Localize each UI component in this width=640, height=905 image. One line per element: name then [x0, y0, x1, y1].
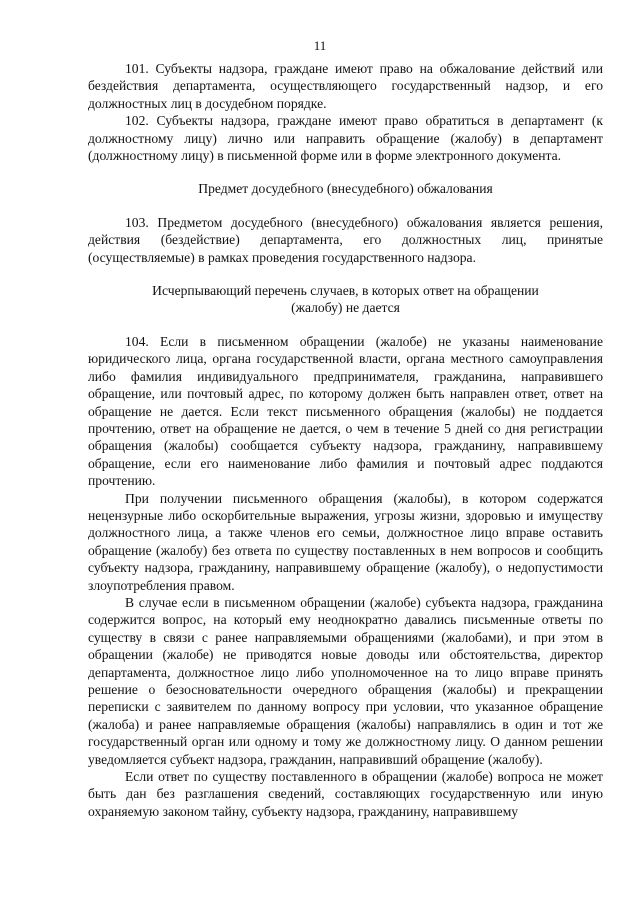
paragraph-repeated-appeal: В случае если в письменном обращении (жалобе) субъекта надзора, гражданина содержится вопрос, на который ему неоднократно давались письменные ответы по существу в связи с ранее направляемыми обращениями (жалобами), и при этом в обращении (жалобе) не приводятся новые доводы или обстоятельства, директор департамента, должностное лицо либо уполномоченное на то лицо вправе принять решение о безосновательности очередного обращения (жалобы) и прекращении переписки с заявителем по данному вопросу при условии, что указанное обращение (жалоба) и ранее направляемые обращения (жалобы) направлялись в один и тот же государственный орган или одному и тому же должностному лицу. О данном решении уведомляется субъект надзора, гражданин, направивший обращение (жалобу). [88, 594, 603, 767]
paragraph-102: 102. Субъекты надзора, граждане имеют право обратиться в департамент (к должностному лицу) лично или направить обращение (жалобу) в департамент (должностному лицу) в письменной форме или в форме электронного документа. [88, 113, 603, 164]
section-heading-line-2: (жалобу) не дается [291, 300, 400, 316]
paragraph-104: 104. Если в письменном обращении (жалобе) не указаны наименование юридического лица, органа государственной власти, органа местного самоуправления либо фамилия индивидуального предпринимателя, гражданина, направившего обращение, или почтовый адрес, по которому должен быть направлен ответ, ответ на обращение не дается. Если текст письменного обращения (жалобы) не поддается прочтению, ответ на обращение не дается, о чем в течение 5 дней со дня регистрации обращения (жалобы) сообщается субъекту надзора, гражданину, направившему обращение, если его наименование либо фамилия и почтовый адрес поддаются прочтению. [88, 333, 603, 489]
section-heading-appeal-subject: Предмет досудебного (внесудебного) обжалования [198, 181, 493, 197]
document-body [88, 60, 603, 820]
section-heading-no-answer-cases [88, 282, 603, 317]
page-number: 11 [313, 38, 327, 53]
paragraph-101: 101. Субъекты надзора, граждане имеют право на обжалование действий или бездействия департамента, осуществляющего государственный надзор, и его должностных лиц в досудебном порядке. [88, 61, 603, 111]
paragraph-state-secret: Если ответ по существу поставленного в обращении (жалобе) вопроса не может быть дан без разглашения сведений, составляющих государственную или иную охраняемую законом тайну, субъекту надзора, гражданину, направившему [88, 769, 603, 819]
paragraph-obscene-content: При получении письменного обращения (жалобы), в котором содержатся нецензурные либо оскорбительные выражения, угрозы жизни, здоровью и имуществу должностного лица, а также членов его семьи, должностное лицо вправе оставить обращение (жалобу) без ответа по существу поставленных в нем вопросов и сообщить субъекту надзора, гражданину, направившему обращение (жалобу), о недопустимости злоупотребления правом. [88, 490, 603, 593]
section-heading-line-1: Исчерпывающий перечень случаев, в которых ответ на обращении [152, 283, 539, 299]
paragraph-103: 103. Предметом досудебного (внесудебного) обжалования является решения, действия (бездействие) департамента, его должностных лиц, принятые (осуществляемые) в рамках проведения государственного надзора. [88, 214, 603, 265]
